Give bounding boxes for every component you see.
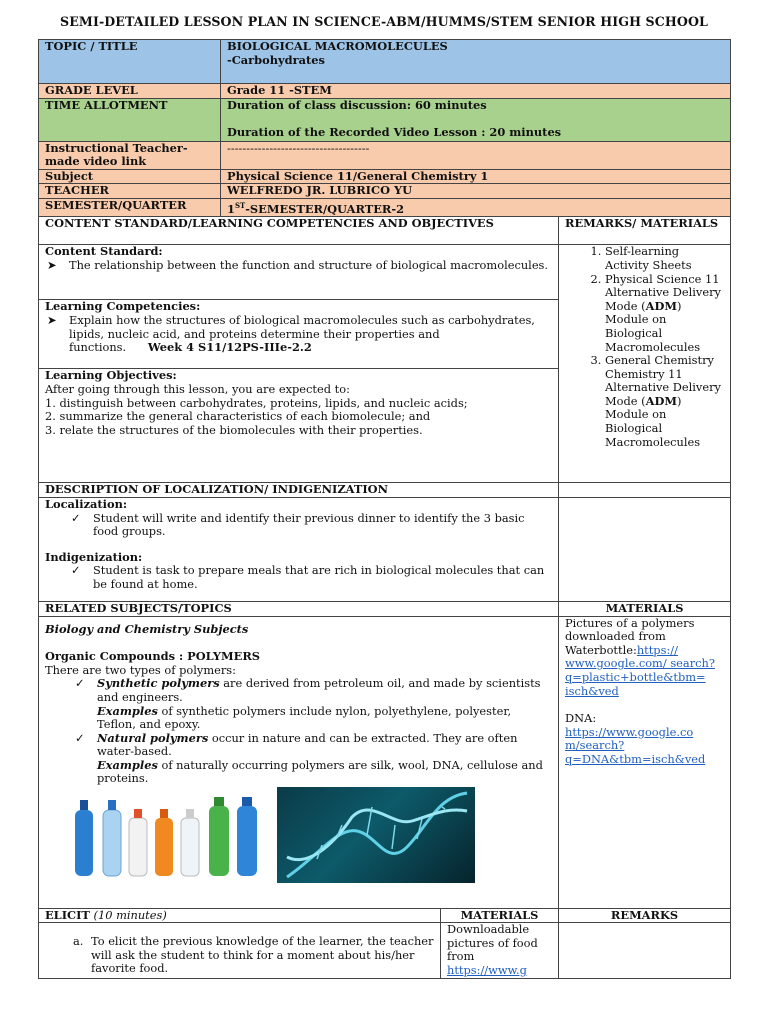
semester-label: SEMESTER/QUARTER xyxy=(39,198,221,216)
dna-link[interactable]: https://www.google.co m/search? q=DNA&tbm=isch&ved xyxy=(565,724,706,766)
remark-item: 1. Self-learning Activity Sheets xyxy=(605,245,724,272)
content-header: CONTENT STANDARD/LEARNING COMPETENCIES AND OBJECTIVES xyxy=(39,217,559,245)
grade-value: Grade 11 -STEM xyxy=(221,84,731,99)
competencies-label: Learning Competencies: xyxy=(45,299,201,314)
subject-row xyxy=(39,169,731,184)
bottle-icon xyxy=(129,809,147,876)
lesson-plan-table xyxy=(38,39,731,979)
time-value xyxy=(221,98,731,141)
waterbottle-link[interactable]: https:// www.google.com/ search? q=plastic+bottle&tbm= isch&ved xyxy=(565,642,715,698)
natural-polymers: ✓ Natural polymers occur in nature and can be extracted. They are often water-based. xyxy=(75,730,518,759)
topic-value xyxy=(221,40,731,84)
related-header-row xyxy=(39,601,731,616)
check-icon: ✓ xyxy=(71,510,81,525)
semester-value: 1ST-SEMESTER/QUARTER-2 xyxy=(221,198,731,216)
check-icon: ✓ xyxy=(71,563,81,578)
time-label: TIME ALLOTMENT xyxy=(39,98,221,141)
elicit-materials-cell: Downloadable pictures of food from https://www.g xyxy=(441,923,559,979)
remarks-cell xyxy=(559,245,731,483)
localization-cell xyxy=(39,497,559,601)
topic-label: TOPIC / TITLE xyxy=(39,40,221,84)
related-materials-cell xyxy=(559,616,731,908)
remark-item: 2. Physical Science 11 Alternative Delivery Mode (ADM) Module on Biological Macromolecules xyxy=(605,273,724,355)
elicit-header: ELICIT (10 minutes) xyxy=(39,908,441,923)
dna-helix-image xyxy=(277,787,475,883)
subject-label: Subject xyxy=(39,169,221,184)
content-standard-label: Content Standard: xyxy=(45,244,163,259)
video-link-row xyxy=(39,141,731,169)
bottle-icon xyxy=(155,809,173,876)
elicit-remarks-header: REMARKS xyxy=(559,908,731,923)
topic-subtitle: -Carbohydrates xyxy=(227,52,325,67)
objective-item: 2. summarize the general characteristics of each biomolecule; and xyxy=(45,409,431,424)
localization-item: ✓ Student will write and identify their previous dinner to identify the 3 basic food groups. xyxy=(71,510,525,539)
elicit-remarks-cell xyxy=(559,923,731,979)
natural-examples: Examples of naturally occurring polymers are silk, wool, DNA, cellulose and proteins. xyxy=(97,757,543,786)
elicit-materials-header: MATERIALS xyxy=(441,908,559,923)
competencies-item: ➤ Explain how the structures of biological macromolecules such as carbohydrates, lipids, nucleic acid, and proteins determine their properties and functions. Week 4 S11/12PS-IIIe-2.2 xyxy=(47,312,535,355)
bottle-icon xyxy=(75,800,93,876)
content-header-row xyxy=(39,217,731,245)
bottle-icon xyxy=(103,800,121,876)
subject-value: Physical Science 11/General Chemistry 1 xyxy=(221,169,731,184)
content-standard-item: ➤ The relationship between the function and structure of biological macromolecules. xyxy=(47,257,549,272)
teacher-label: TEACHER xyxy=(39,184,221,199)
related-subjects: Biology and Chemistry Subjects xyxy=(45,621,249,636)
indigenization-label: Indigenization: xyxy=(45,549,143,564)
content-standard xyxy=(39,245,558,300)
related-header: RELATED SUBJECTS/TOPICS xyxy=(39,601,559,616)
materials-header: MATERIALS xyxy=(559,601,731,616)
video-link-value: ------------------------------------- xyxy=(221,141,731,169)
video-link-label: Instructional Teacher-made video link xyxy=(39,141,221,169)
elicit-row xyxy=(39,923,731,979)
arrow-bullet-icon: ➤ xyxy=(47,257,57,272)
semester-row xyxy=(39,198,731,216)
objectives-intro: After going through this lesson, you are expected to: xyxy=(45,381,350,396)
dna-label: DNA: xyxy=(565,711,597,726)
teacher-row xyxy=(39,184,731,199)
materials-intro: Pictures of a polymers downloaded from Waterbottle: xyxy=(565,616,695,657)
synthetic-polymers: ✓ Synthetic polymers are derived from petroleum oil, and made by scientists and engineers. xyxy=(75,676,541,704)
polymer-types-intro: There are two types of polymers: xyxy=(45,662,236,677)
teacher-value: WELFREDO JR. LUBRICO YU xyxy=(221,184,731,199)
polymer-pictures xyxy=(45,786,552,886)
time-row xyxy=(39,98,731,141)
elicit-header-row xyxy=(39,908,731,923)
grade-row xyxy=(39,84,731,99)
topic-row xyxy=(39,40,731,84)
competency-code: Week 4 S11/12PS-IIIe-2.2 xyxy=(147,340,312,355)
related-cell xyxy=(39,616,559,908)
learning-objectives xyxy=(45,369,552,437)
organic-compounds: Organic Compounds : POLYMERS xyxy=(45,649,261,664)
bottle-icon xyxy=(181,809,199,876)
elicit-cell xyxy=(39,923,441,979)
learning-competencies xyxy=(39,300,558,369)
grade-label: GRADE LEVEL xyxy=(39,84,221,99)
food-pictures-link[interactable]: https://www.g xyxy=(447,962,527,977)
localization-header: DESCRIPTION OF LOCALIZATION/ INDIGENIZATION xyxy=(39,483,559,498)
indigenization-item: ✓ Student is task to prepare meals that are rich in biological molecules that can be found at home. xyxy=(71,563,545,591)
video-duration: Duration of the Recorded Video Lesson : 20 minutes xyxy=(227,125,562,140)
localization-label: Localization: xyxy=(45,497,128,511)
document-title: SEMI-DETAILED LESSON PLAN IN SCIENCE-ABM/HUMMS/STEM SENIOR HIGH SCHOOL xyxy=(60,14,708,29)
synthetic-examples: Examples of synthetic polymers include nylon, polyethylene, polyester, Teflon, and epoxy. xyxy=(97,703,512,732)
check-icon: ✓ xyxy=(75,730,85,745)
localization-row xyxy=(39,497,731,601)
related-row xyxy=(39,616,731,908)
elicit-item: a. To elicit the previous knowledge of the learner, the teacher will ask the student to think for a moment about his/her favorite food. xyxy=(73,934,434,976)
bottle-icon xyxy=(237,797,257,876)
arrow-bullet-icon: ➤ xyxy=(47,312,57,327)
content-cell xyxy=(39,245,559,483)
localization-header-row xyxy=(39,483,731,498)
remark-item: 3. General Chemistry Chemistry 11 Alternative Delivery Mode (ADM) Module on Biological Macromolecules xyxy=(605,354,724,449)
class-duration: Duration of class discussion: 60 minutes xyxy=(227,98,487,112)
objective-item: 1. distinguish between carbohydrates, proteins, lipids, and nucleic acids; xyxy=(45,395,468,410)
remarks-header: REMARKS/ MATERIALS xyxy=(559,217,731,245)
bottle-icon xyxy=(209,797,229,876)
objective-item: 3. relate the structures of the biomolecules with their properties. xyxy=(45,422,423,437)
water-bottles-image xyxy=(69,796,265,880)
check-icon: ✓ xyxy=(75,676,85,691)
objectives-label: Learning Objectives: xyxy=(45,368,177,383)
content-row xyxy=(39,245,731,483)
topic-title: BIOLOGICAL MACROMOLECULES xyxy=(227,39,448,53)
